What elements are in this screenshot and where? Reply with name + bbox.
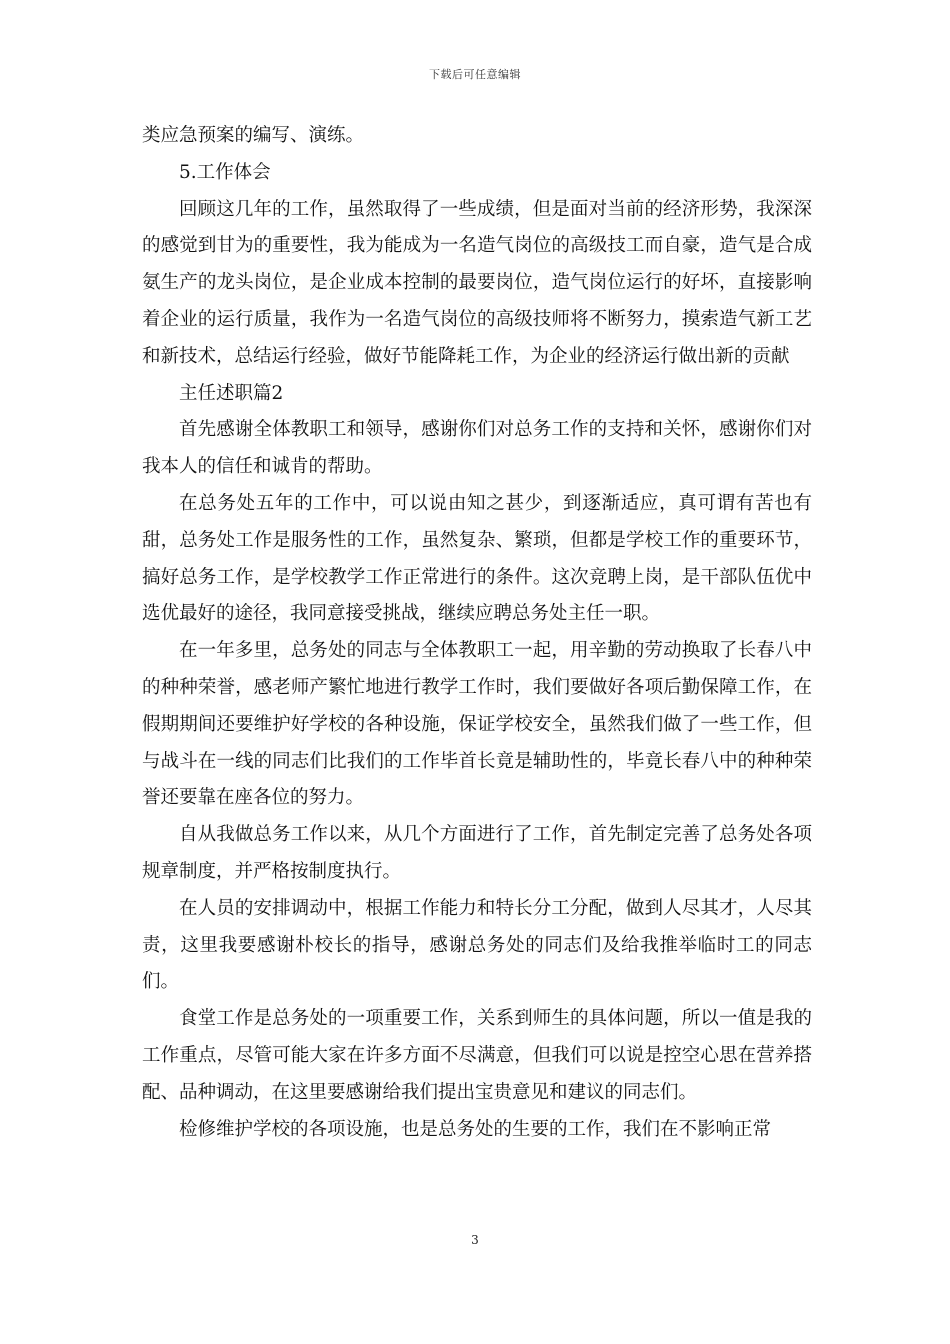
paragraph: 首先感谢全体教职工和领导，感谢你们对总务工作的支持和关怀，感谢你们对我本人的信任和诚肯的帮助。 [142, 419, 812, 478]
paragraph: 在一年多里，总务处的同志与全体教职工一起，用辛勤的劳动换取了长春八中的种种荣誉，感老师产繁忙地进行教学工作时，我们要做好各项后勤保障工作，在假期期间还要维护好学校的各种设施，保证学校安全，虽然我们做了一些工作，但与战斗在一线的同志们比我们的工作毕首长竟是辅助性的，毕竟长春八中的种种荣誉还要靠在座各位的努力。 [142, 640, 812, 809]
page-number: 3 [471, 1233, 479, 1247]
paragraph-continuation: 类应急预案的编写、演练。 [142, 125, 365, 146]
paragraph: 在人员的安排调动中，根据工作能力和特长分工分配，做到人尽其才，人尽其责，这里我要感谢朴校长的指导，感谢总务处的同志们及给我推举临时工的同志们。 [142, 897, 812, 993]
paragraph: 食堂工作是总务处的一项重要工作，关系到师生的具体问题，所以一值是我的工作重点，尽管可能大家在许多方面不尽满意，但我们可以说是控空心思在营养搭配、品种调动，在这里要感谢给我们提出宝贵意见和建议的同志们。 [142, 1008, 812, 1103]
page-header: 下载后可任意编辑 [429, 68, 521, 81]
paragraph: 自从我做总务工作以来，从几个方面进行了工作，首先制定完善了总务处各项规章制度，并严格按制度执行。 [142, 824, 812, 882]
paragraph: 在总务处五年的工作中，可以说由知之甚少，到逐渐适应，真可谓有苦也有甜，总务处工作是服务性的工作，虽然复杂、繁琐，但都是学校工作的重要环节，搞好总务工作，是学校教学工作正常进行的条件。这次竞聘上岗，是干部队伍优中选优最好的途径，我同意接受挑战，继续应聘总务处主任一职。 [142, 492, 812, 625]
section-heading: 主任述职篇2 [179, 382, 284, 404]
document-body [142, 118, 812, 1148]
paragraph: 检修维护学校的各项设施，也是总务处的生要的工作，我们在不影响正常 [179, 1118, 772, 1140]
section-heading: 5.工作体会 [179, 161, 271, 183]
paragraph: 回顾这几年的工作，虽然取得了一些成绩，但是面对当前的经济形势，我深深的感觉到甘为的重要性，我为能成为一名造气岗位的高级技工而自豪，造气是合成氨生产的龙头岗位，是企业成本控制的最要岗位，造气岗位运行的好坏，直接影响着企业的运行质量，我作为一名造气岗位的高级技师将不断努力，摸索造气新工艺和新技术，总结运行经验，做好节能降耗工作，为企业的经济运行做出新的贡献 [142, 198, 812, 367]
